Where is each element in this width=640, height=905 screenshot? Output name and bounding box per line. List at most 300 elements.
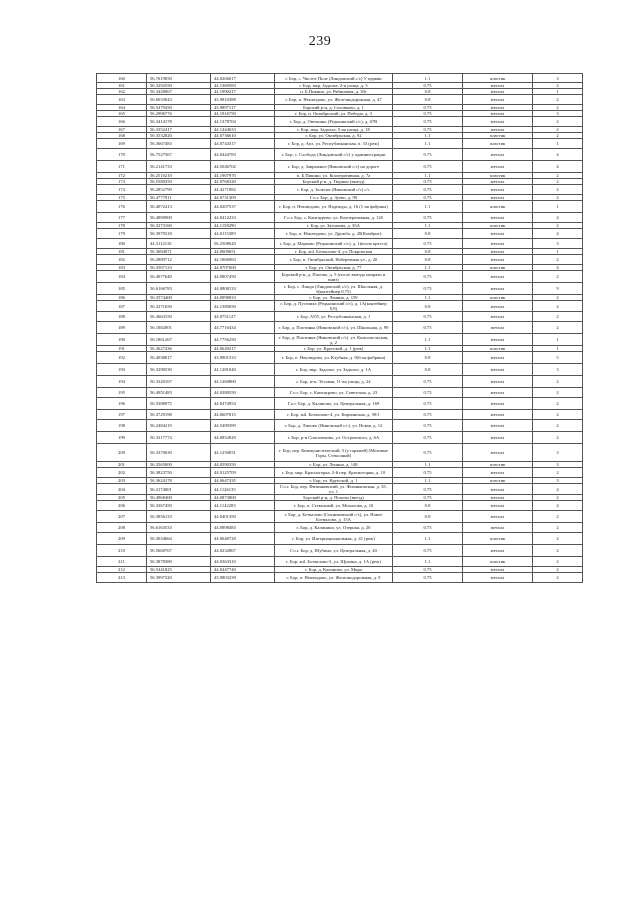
count-cell: 4	[533, 161, 583, 173]
material-cell: металл	[463, 420, 533, 432]
table-row	[97, 432, 583, 444]
row-number: 175	[97, 195, 147, 201]
material-cell: пластик	[463, 346, 533, 352]
table-row	[97, 410, 583, 420]
table-row	[97, 376, 583, 388]
volume-cell: 1.1	[393, 133, 463, 139]
address-cell: Борский р-н, д. Попово, д. 5 (после выезда направо и вниз)	[275, 271, 393, 283]
longitude-cell: 44.1444633	[211, 127, 275, 133]
row-number: 211	[97, 557, 147, 567]
material-cell: металл	[463, 185, 533, 195]
longitude-cell: 44.1250831	[211, 444, 275, 462]
count-cell: 3	[533, 444, 583, 462]
count-cell: 2	[533, 420, 583, 432]
volume-cell: 1.1	[393, 201, 463, 213]
material-cell: пластик	[463, 223, 533, 229]
latitude-cell: 56.2889712	[147, 255, 211, 265]
longitude-cell: 44.0266017	[211, 74, 275, 83]
latitude-cell: 56.3370630	[147, 444, 211, 462]
address-cell: г. Бор, п. Октябрьский, ул. Победы, д. 3	[275, 111, 393, 117]
material-cell: металл	[463, 161, 533, 173]
row-number: 207	[97, 511, 147, 523]
row-number: 176	[97, 201, 147, 213]
count-cell: 2	[533, 117, 583, 127]
row-number: 166	[97, 117, 147, 127]
table-row	[97, 322, 583, 334]
latitude-cell: 56.4038017	[147, 352, 211, 364]
count-cell: 2	[533, 105, 583, 111]
volume-cell: 1.1	[393, 74, 463, 83]
count-cell: 2	[533, 173, 583, 179]
address-cell: Г.о.г. Бор, пер. Физинковский, ул. Физинковская, д. 35, уч. 1	[275, 484, 393, 495]
table-row	[97, 388, 583, 398]
count-cell: 2	[533, 557, 583, 567]
count-cell: 2	[533, 95, 583, 105]
longitude-cell: 44.0647335	[211, 478, 275, 484]
address-cell: Г.о.г. Бор, д. Зуево, д. 99	[275, 195, 393, 201]
volume-cell: 0.75	[393, 195, 463, 201]
longitude-cell: 44.0447740	[211, 567, 275, 573]
count-cell: 2	[533, 398, 583, 410]
latitude-cell: 56.4968400	[147, 495, 211, 501]
volume-cell: 0.75	[393, 410, 463, 420]
longitude-cell: 44.0731309	[211, 195, 275, 201]
latitude-cell: 56.2484219	[147, 420, 211, 432]
count-cell: 9	[533, 283, 583, 295]
material-cell: металл	[463, 468, 533, 478]
latitude-cell: 56.7527567	[147, 149, 211, 161]
address-cell: г. Бор, д. Ботвалово (Ситниковский с/с), ул. Новое Ботвалово, д. 15А	[275, 511, 393, 523]
volume-cell: 0.75	[393, 161, 463, 173]
material-cell: металл	[463, 312, 533, 322]
material-cell: металл	[463, 117, 533, 127]
volume-cell: 0.8	[393, 301, 463, 312]
material-cell: металл	[463, 334, 533, 346]
material-cell: металл	[463, 89, 533, 95]
table-row	[97, 533, 583, 545]
volume-cell: 1.1	[393, 478, 463, 484]
address-cell: г. Бор, ул. Заломова, д. 36А	[275, 223, 393, 229]
count-cell: 1	[533, 334, 583, 346]
address-cell: г. Бор, мкр. Задолье, ул. Задолье, д. 1А	[275, 364, 393, 376]
material-cell: пластик	[463, 478, 533, 484]
latitude-cell: 56.3667483	[147, 139, 211, 149]
volume-cell: 1.1	[393, 139, 463, 149]
longitude-cell: 44.0768320	[211, 179, 275, 185]
address-cell: Борский р-н, д. Соловково, д. 1	[275, 105, 393, 111]
address-cell: Борский р-н, д. Попово (въезд)	[275, 495, 393, 501]
address-cell: г. Бор, АУЛ, ул. Республиканская, д. 1	[275, 312, 393, 322]
longitude-cell: 44.1916750	[211, 111, 275, 117]
count-cell: 4	[533, 484, 583, 495]
material-cell: металл	[463, 511, 533, 523]
latitude-cell: 56.5479450	[147, 105, 211, 111]
count-cell: 2	[533, 83, 583, 89]
longitude-cell: 44.0808133	[211, 283, 275, 295]
longitude-cell: 44.0998033	[211, 295, 275, 301]
address-cell: Г.о.г. Бор, с. Кантаурово, ул. Советская, д. 23	[275, 388, 393, 398]
row-number: 172	[97, 173, 147, 179]
volume-cell: 0.75	[393, 127, 463, 133]
latitude-cell: 56.3292550	[147, 83, 211, 89]
address-cell: г. Бор, д. Марковo (Редькинский с/с), д. 1(возле креста)	[275, 239, 393, 249]
count-cell: 4	[533, 265, 583, 271]
row-number: 180	[97, 239, 147, 249]
address-cell: г. Бор, п. Неклюдово, ул. Дружба, д. 28(Комбрит)	[275, 229, 393, 239]
count-cell: 3	[533, 74, 583, 83]
row-number: 201	[97, 462, 147, 468]
latitude-cell: 56.4977640	[147, 271, 211, 283]
longitude-cell: 44.0607815	[211, 410, 275, 420]
latitude-cell: 56.2852799	[147, 185, 211, 195]
count-cell: 2	[533, 312, 583, 322]
latitude-cell: 56.4890900	[147, 213, 211, 223]
longitude-cell: 44.0125709	[211, 468, 275, 478]
row-number: 185	[97, 283, 147, 295]
volume-cell: 1.1	[393, 462, 463, 468]
address-cell: г. Бор, р-н Спасоевково, ул. Островского, д. 6А	[275, 432, 393, 444]
material-cell: пластик	[463, 533, 533, 545]
address-cell: г. Бор, п. Неклюдово, ул. Железнодорожная, д. 47	[275, 95, 393, 105]
row-number: 202	[97, 468, 147, 478]
latitude-cell: 56.5660767	[147, 545, 211, 557]
table-row	[97, 444, 583, 462]
longitude-cell: 44.0852829	[211, 432, 275, 444]
latitude-cell: 56.3823750	[147, 468, 211, 478]
row-number: 195	[97, 388, 147, 398]
row-number: 196	[97, 398, 147, 410]
latitude-cell: 56.3532820	[147, 133, 211, 139]
longitude-cell: 44.0232867	[211, 545, 275, 557]
material-cell: пластик	[463, 295, 533, 301]
material-cell: металл	[463, 398, 533, 410]
volume-cell: 1.1	[393, 173, 463, 179]
volume-cell: 0.8	[393, 255, 463, 265]
volume-cell: 0.75	[393, 213, 463, 223]
volume-cell: 0.75	[393, 283, 463, 295]
volume-cell: 0.75	[393, 312, 463, 322]
row-number: 187	[97, 301, 147, 312]
table-row	[97, 117, 583, 127]
count-cell: 1	[533, 89, 583, 95]
count-cell: 2	[533, 388, 583, 398]
count-cell: 1	[533, 346, 583, 352]
address-cell: г. Бор, ул. Интернациональная, д. 41 (реж)	[275, 533, 393, 545]
address-cell: г. Бор, п. Неклюдово, ул. Надежды, д. 16 (1-ая фабрика)	[275, 201, 393, 213]
row-number: 171	[97, 161, 147, 173]
volume-cell: 0.75	[393, 573, 463, 583]
longitude-cell: 44.0363310	[211, 557, 275, 567]
row-number: 212	[97, 567, 147, 573]
material-cell: металл	[463, 179, 533, 185]
address-cell: Г.о.г. Бор, с. Кантаурово, ул. Кооперативная, д. 12б	[275, 213, 393, 223]
material-cell: пластик	[463, 173, 533, 179]
row-number: 182	[97, 255, 147, 265]
longitude-cell: 44.0736610	[211, 133, 275, 139]
address-cell: п. Б.Пикино, ул. Кооперативная, д. 7а	[275, 173, 393, 179]
address-cell: г. Бор, мкр. Красногорка, 2-й пер. Красногорки, д. 10	[275, 468, 393, 478]
volume-cell: 0.75	[393, 111, 463, 117]
latitude-cell: 56.3414178	[147, 117, 211, 127]
longitude-cell: 44.1142283	[211, 501, 275, 511]
longitude-cell: 43.9803239	[211, 573, 275, 583]
table-row	[97, 213, 583, 223]
material-cell: пластик	[463, 74, 533, 83]
material-cell: металл	[463, 213, 533, 223]
address-cell: г. Бор, ул. Ленина, д. 148	[275, 462, 393, 468]
count-cell: 4	[533, 229, 583, 239]
material-cell: пластик	[463, 201, 533, 213]
table-row	[97, 352, 583, 364]
material-cell: металл	[463, 376, 533, 388]
volume-cell: 0.75	[393, 468, 463, 478]
row-number: 213	[97, 573, 147, 583]
latitude-cell: 56.3574400	[147, 295, 211, 301]
latitude-cell: 56.3271650	[147, 301, 211, 312]
address-cell: г. Бор, с. Слобода (Линдовский с/с) у администрации	[275, 149, 393, 161]
latitude-cell: 56.3320167	[147, 376, 211, 388]
latitude-cell: 56.6033043	[147, 95, 211, 105]
row-number: 181	[97, 249, 147, 255]
row-number: 194	[97, 376, 147, 388]
row-number: 165	[97, 111, 147, 117]
material-cell: металл	[463, 523, 533, 533]
address-cell: г. Бор, п. Неклюдово, ул. Железнодорожная, д. 9	[275, 573, 393, 583]
volume-cell: 0.75	[393, 388, 463, 398]
count-cell: 2	[533, 432, 583, 444]
address-cell: г. Бор, д. Калиново, ул. Мира	[275, 567, 393, 573]
address-cell: г. Бор, с. Линда (Линдовский с/с), ул. Школьная, д. 6(контейнер 0,75)	[275, 283, 393, 295]
latitude-cell: 56.2510210	[147, 173, 211, 179]
address-cell: г. Бор, д. Плотинка (Ямновский с/с), ул. Комсомольская, д. 2	[275, 334, 393, 346]
material-cell: металл	[463, 444, 533, 462]
page-number: 239	[308, 34, 332, 49]
longitude-cell: 44.4271082	[211, 185, 275, 195]
material-cell: металл	[463, 239, 533, 249]
address-cell: г. Бор, ул. Октябрьская, д. 92	[275, 133, 393, 139]
latitude-cell: 56.3352417	[147, 127, 211, 133]
longitude-cell: 44.0412233	[211, 213, 275, 223]
count-cell: 2	[533, 495, 583, 501]
material-cell: металл	[463, 95, 533, 105]
latitude-cell: 56.4951483	[147, 388, 211, 398]
longitude-cell: 44.1369583	[211, 83, 275, 89]
row-number: 184	[97, 271, 147, 283]
count-cell: 3	[533, 364, 583, 376]
address-cell: г. Бор, с. Чистое Поле (Линдовский с/с) У церкви	[275, 74, 393, 83]
volume-cell: 1.1	[393, 533, 463, 545]
row-number: 168	[97, 133, 147, 139]
volume-cell: 0.75	[393, 271, 463, 283]
material-cell: металл	[463, 83, 533, 89]
volume-cell: 1.1	[393, 223, 463, 229]
latitude-cell: 56.3428067	[147, 89, 211, 95]
row-number: 173	[97, 179, 147, 185]
address-cell: г. Бор, д. Липово (Ямновский с/с), ул. Новая, д. 12	[275, 420, 393, 432]
longitude-cell: 56.2508620	[211, 239, 275, 249]
row-number: 197	[97, 410, 147, 420]
row-number: 178	[97, 223, 147, 229]
table-row	[97, 484, 583, 495]
material-cell: металл	[463, 229, 533, 239]
row-number: 189	[97, 322, 147, 334]
volume-cell: 1.1	[393, 346, 463, 352]
row-number: 199	[97, 432, 147, 444]
material-cell: металл	[463, 111, 533, 117]
longitude-cell: 44.0380550	[211, 388, 275, 398]
table-row	[97, 271, 583, 283]
count-cell: 2	[533, 511, 583, 523]
row-number: 174	[97, 185, 147, 195]
table-row	[97, 149, 583, 161]
address-cell: г. Бор, д. Залесна (Ямновский с/с) с/с	[275, 185, 393, 195]
count-cell: 2	[533, 567, 583, 573]
longitude-cell: 44.0898483	[211, 523, 275, 533]
table-row	[97, 239, 583, 249]
address-cell: г. Бор, д. Калинино, ул. Озерная, д. 20	[275, 523, 393, 533]
count-cell: 2	[533, 185, 583, 195]
row-number: 164	[97, 105, 147, 111]
longitude-cell: 44.0640728	[211, 533, 275, 545]
table-row	[97, 545, 583, 557]
material-cell: металл	[463, 249, 533, 255]
material-cell: металл	[463, 105, 533, 111]
latitude-cell: 56.3174001	[147, 484, 211, 495]
latitude-cell: 56.5580350	[147, 179, 211, 185]
address-cell: г. Бор, п. Неклюдово, ул. Клубная, д. 9(6-ая фабрика)	[275, 352, 393, 364]
longitude-cell: 44.7716434	[211, 322, 275, 334]
volume-cell: 1.1	[393, 557, 463, 567]
row-number: 161	[97, 83, 147, 89]
address-cell: г. Бор, д. Пугачиха (Редькинский с/с), д. 1А(контейнер 0,8)	[275, 301, 393, 312]
longitude-cell: 44.1126135	[211, 484, 275, 495]
material-cell: пластик	[463, 133, 533, 139]
longitude-cell: 44.1380050	[211, 301, 275, 312]
volume-cell: 0.8	[393, 89, 463, 95]
table-row	[97, 139, 583, 149]
row-number: 209	[97, 533, 147, 545]
address-cell: г. Бор, жil. Ботвалово-3, ул. Щукина, д. 1А (реж)	[275, 557, 393, 567]
row-number: 203	[97, 478, 147, 484]
material-cell: металл	[463, 388, 533, 398]
row-number: 188	[97, 312, 147, 322]
latitude-cell: 56.6166783	[147, 283, 211, 295]
count-cell: 2	[533, 376, 583, 388]
address-cell: г. Бор, д. Плотинка (Ямновский с/с), ул. Школьная, д. 99	[275, 322, 393, 334]
material-cell: металл	[463, 301, 533, 312]
longitude-cell: 44.0707600	[211, 265, 275, 271]
volume-cell: 0.8	[393, 501, 463, 511]
longitude-cell: 44.1866963	[211, 255, 275, 265]
container-sites-table	[96, 73, 583, 583]
latitude-cell: 56.3878380	[147, 557, 211, 567]
row-number: 162	[97, 89, 147, 95]
material-cell: металл	[463, 322, 533, 334]
volume-cell: 0.8	[393, 352, 463, 364]
longitude-cell: 44.0115309	[211, 229, 275, 239]
row-number: 160	[97, 74, 147, 83]
latitude-cell: 56.4777911	[147, 195, 211, 201]
latitude-cell: 56.2996776	[147, 111, 211, 117]
material-cell: металл	[463, 432, 533, 444]
count-cell: 2	[533, 410, 583, 420]
latitude-cell: 56.3624178	[147, 478, 211, 484]
longitude-cell: 44.7756250	[211, 334, 275, 346]
volume-cell: 0.75	[393, 545, 463, 557]
longitude-cell: 44.0649217	[211, 346, 275, 352]
address-cell: г. Бор, пер. Коммунистический, 5 (у гаражей) (Моховые Горы, Стеколный)	[275, 444, 393, 462]
latitude-cell: 56.3979318	[147, 229, 211, 239]
latitude-cell: 56.4072413	[147, 201, 211, 213]
longitude-cell: 44.1990217	[211, 89, 275, 95]
table-row	[97, 161, 583, 173]
material-cell: металл	[463, 545, 533, 557]
latitude-cell: 56.3627436	[147, 346, 211, 352]
longitude-cell: 43.9897117	[211, 105, 275, 111]
table-row	[97, 95, 583, 105]
address-cell: п. Б.Пикино, ул. Рябиновая, д. 30г	[275, 89, 393, 95]
count-cell: 3	[533, 462, 583, 468]
material-cell: металл	[463, 271, 533, 283]
row-number: 198	[97, 420, 147, 432]
row-number: 206	[97, 501, 147, 511]
volume-cell: 0.75	[393, 567, 463, 573]
address-cell: г. Бор, мкр. Задолье, 2-я улица, д. 3	[275, 83, 393, 89]
table-row	[97, 523, 583, 533]
longitude-cell: 44.0401350	[211, 511, 275, 523]
volume-cell: 0.75	[393, 495, 463, 501]
row-number: 167	[97, 127, 147, 133]
table-row	[97, 420, 583, 432]
longitude-cell: 44.0807450	[211, 271, 275, 283]
volume-cell: 0.75	[393, 117, 463, 127]
material-cell: металл	[463, 573, 533, 583]
table-row	[97, 398, 583, 410]
table-row	[97, 511, 583, 523]
table-row	[97, 557, 583, 567]
count-cell: 2	[533, 573, 583, 583]
longitude-cell: 44.0444783	[211, 149, 275, 161]
table-row	[97, 185, 583, 195]
count-cell: 5	[533, 352, 583, 364]
volume-cell: 1.1	[393, 265, 463, 271]
row-number: 204	[97, 484, 147, 495]
material-cell: металл	[463, 283, 533, 295]
volume-cell: 0.75	[393, 432, 463, 444]
address-cell: Борский р-н, д. Тюрино (выезд)	[275, 179, 393, 185]
material-cell: металл	[463, 410, 533, 420]
longitude-cell: 44.0474954	[211, 398, 275, 410]
volume-cell: 0.8	[393, 95, 463, 105]
volume-cell: 0.75	[393, 484, 463, 495]
address-cell: г. Бор, м-н. Тесовая, 11-ая улица, д. 24	[275, 376, 393, 388]
address-cell: г. Бор, жil. Ботвалово-4, ул. Покровская	[275, 249, 393, 255]
material-cell: металл	[463, 127, 533, 133]
longitude-cell: 44.0207537	[211, 201, 275, 213]
latitude-cell: 56.3290530	[147, 364, 211, 376]
address-cell: г. Бор, п. Стеколный, ул. Михалова, д. 10	[275, 501, 393, 511]
count-cell: 2	[533, 271, 583, 283]
latitude-cell: 56.3565000	[147, 462, 211, 468]
row-number: 191	[97, 346, 147, 352]
row-number: 179	[97, 229, 147, 239]
row-number: 170	[97, 149, 147, 161]
latitude-cell: 56.3317774	[147, 432, 211, 444]
row-number: 200	[97, 444, 147, 462]
table-row	[97, 573, 583, 583]
table-row	[97, 301, 583, 312]
count-cell: 3	[533, 111, 583, 117]
